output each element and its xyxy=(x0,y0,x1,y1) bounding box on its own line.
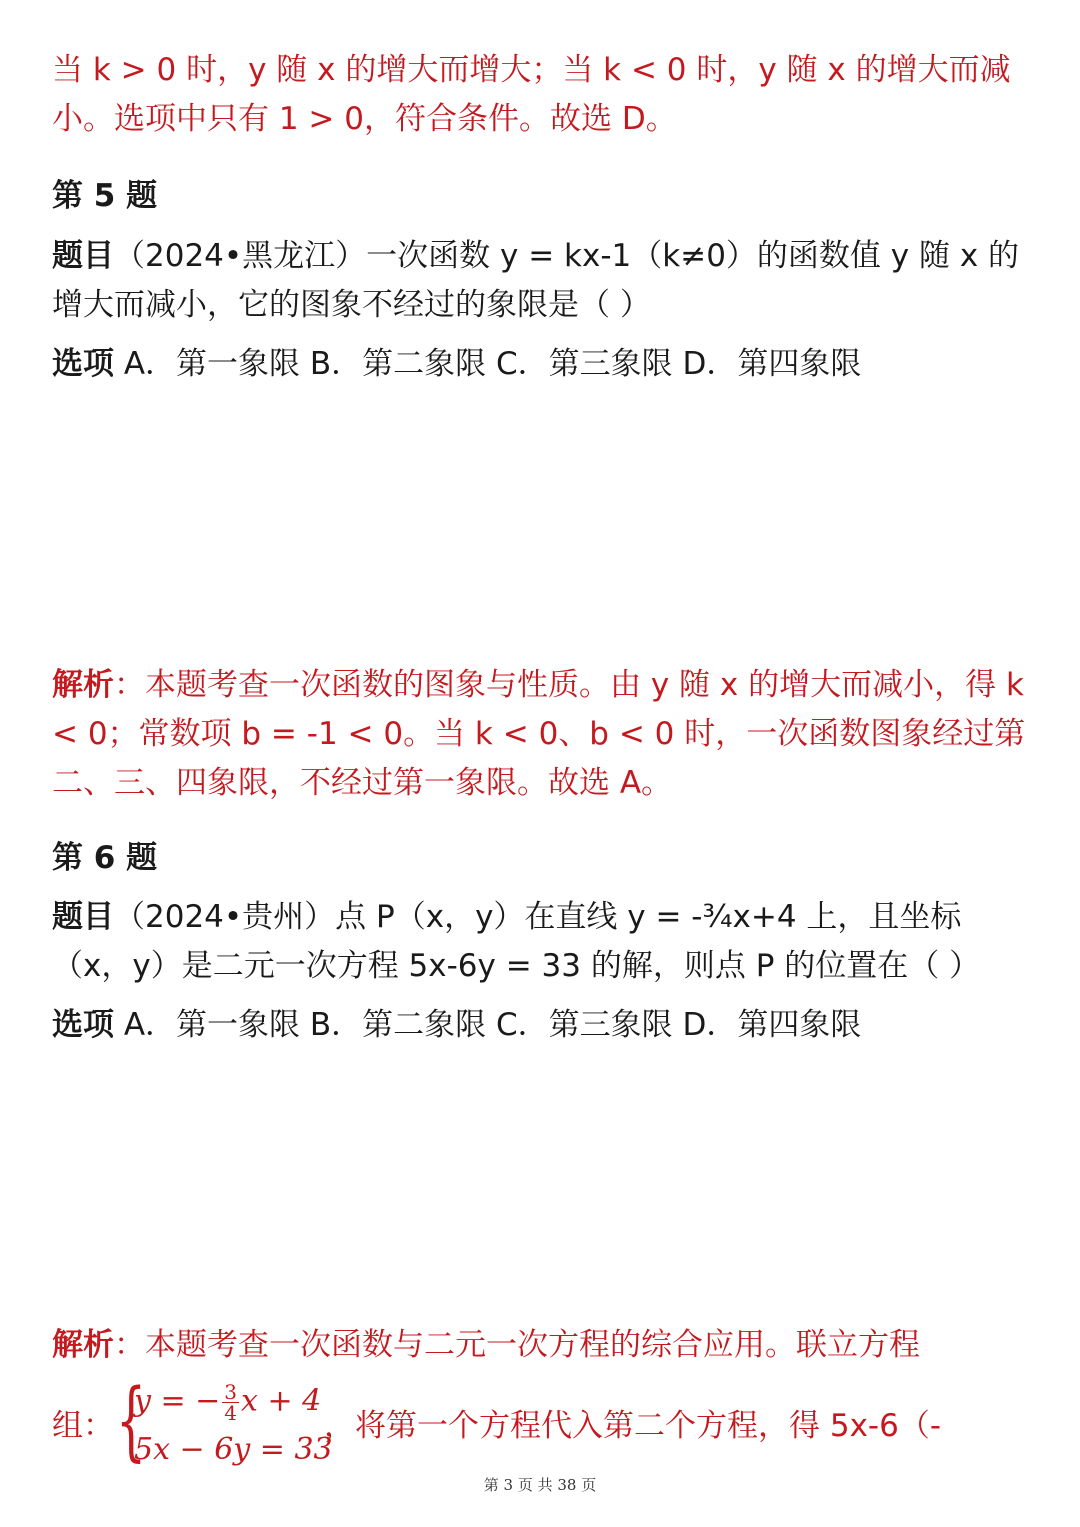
q5-options-label: 选项 xyxy=(52,346,114,382)
equation-1-right: x + 4 xyxy=(241,1383,322,1419)
equation-2: 5x − 6y = 33 xyxy=(134,1432,333,1467)
page-number-footer: 第 3 页 共 38 页 xyxy=(483,1476,597,1494)
q5-stem xyxy=(52,232,1027,330)
equation-system-line xyxy=(52,1371,1027,1471)
system-prefix: 组： xyxy=(52,1408,114,1444)
q6-analysis xyxy=(52,1321,1027,1370)
q6-options xyxy=(52,1001,1027,1050)
q5-stem-text: （2024•黑龙江）一次函数 y = kx-1（k≠0）的函数值 y 随 x 的增大而减小，它的图象不经过的象限是（ ） xyxy=(52,238,1020,323)
system-suffix: ，将第一个方程代入第二个方程，得 5x-6（- xyxy=(324,1408,942,1444)
q6-stem-text: （2024•贵州）点 P（x，y）在直线 y = -¾x+4 上，且坐标（x，y）是二元一次方程 5x-6y = 33 的解，则点 P 的位置在（ ） xyxy=(52,899,981,984)
equation-1-left: y = − xyxy=(134,1383,221,1419)
q5-stem-label: 题目 xyxy=(52,238,114,274)
q6-analysis-text: ：本题考查一次函数与二元一次方程的综合应用。联立方程 xyxy=(114,1327,920,1363)
q5-analysis-label: 解析 xyxy=(52,667,114,703)
q6-stem xyxy=(52,893,1027,991)
fraction-denominator: 4 xyxy=(224,1401,238,1425)
q5-analysis-text: ：本题考查一次函数的图象与性质。由 y 随 x 的增大而减小，得 k < 0；常数项 b = -1 < 0。当 k < 0、b < 0 时，一次函数图象经过第二、三、四象限，不经过第一象限。故选 A。 xyxy=(52,667,1026,801)
q6-stem-label: 题目 xyxy=(52,899,114,935)
q5-options-text: A．第一象限 B．第二象限 C．第三象限 D．第四象限 xyxy=(114,346,862,382)
left-brace-icon: { xyxy=(116,1371,147,1471)
q6-options-text: A．第一象限 B．第二象限 C．第三象限 D．第四象限 xyxy=(114,1007,862,1043)
q5-analysis xyxy=(52,661,1027,808)
q4-analysis-continuation: 当 k > 0 时，y 随 x 的增大而增大；当 k < 0 时，y 随 x 的增大而减小。选项中只有 1 > 0，符合条件。故选 D。 xyxy=(52,52,1011,137)
q5-options xyxy=(52,340,1027,389)
fraction-three-quarters xyxy=(222,1382,239,1423)
q5-heading: 第 5 题 xyxy=(52,178,158,214)
equation-1 xyxy=(134,1382,321,1423)
q6-analysis-label: 解析 xyxy=(52,1327,114,1363)
q6-options-label: 选项 xyxy=(52,1007,114,1043)
q6-heading: 第 6 题 xyxy=(52,840,158,876)
fraction-numerator: 3 xyxy=(224,1380,238,1404)
